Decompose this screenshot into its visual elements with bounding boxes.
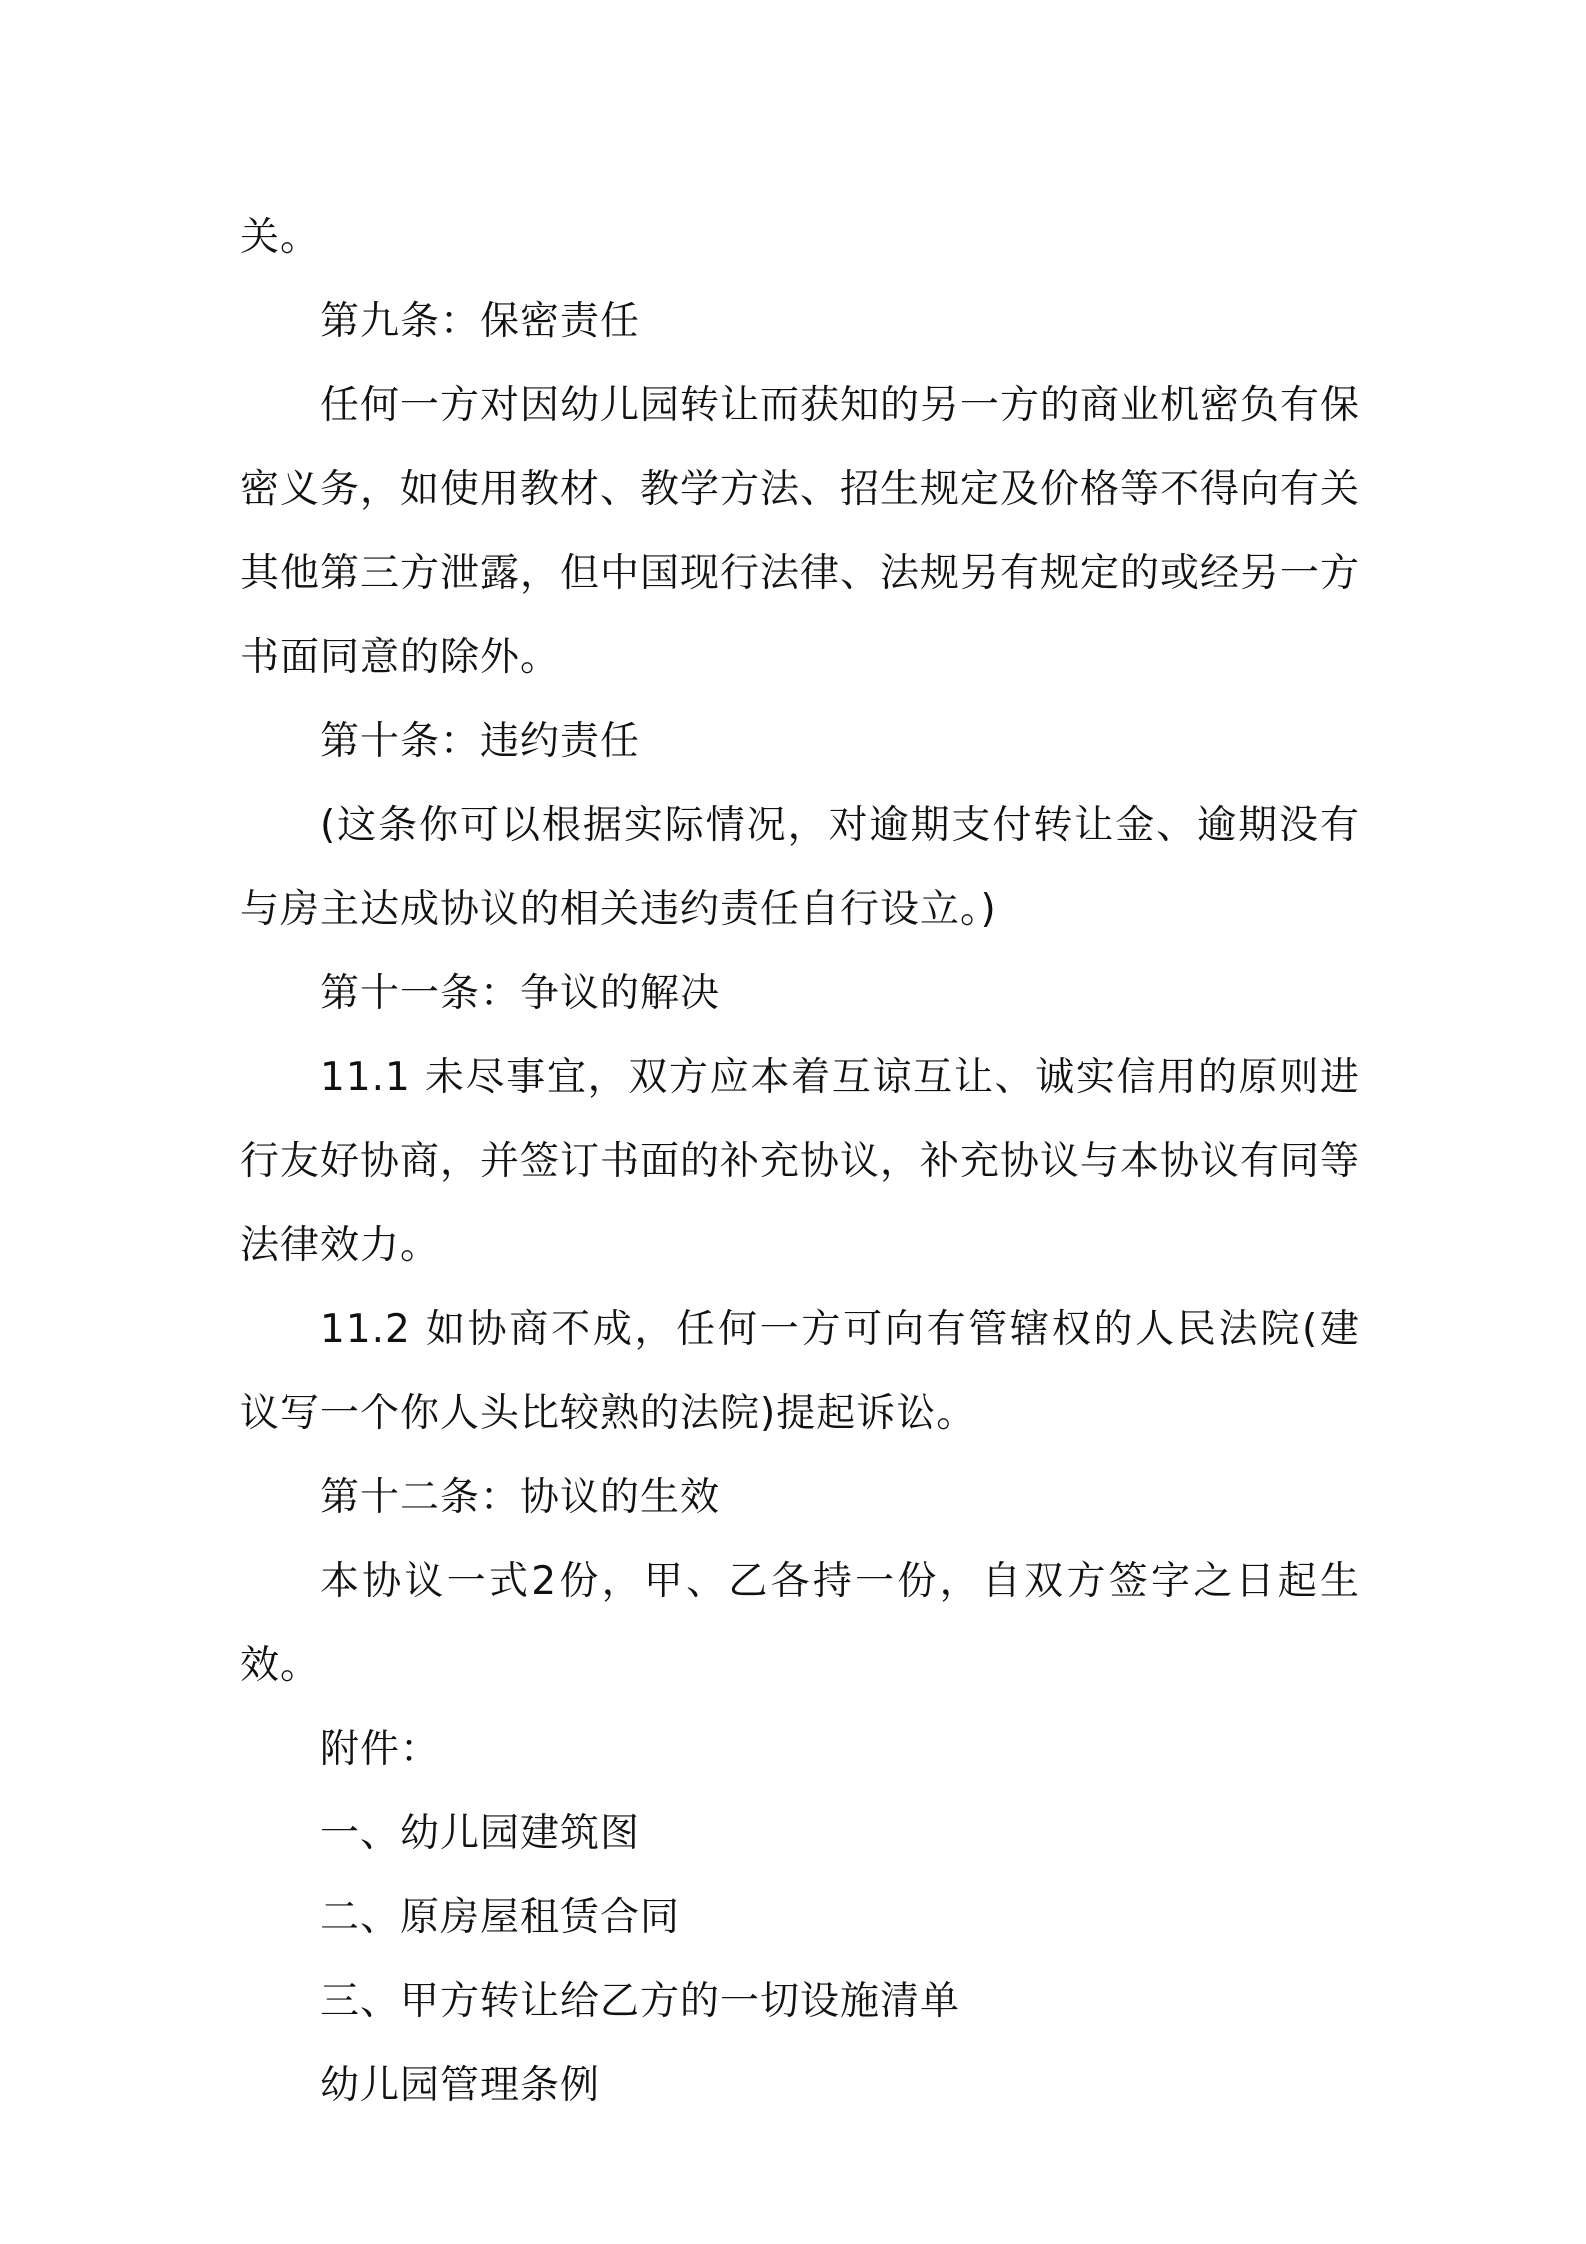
article-11-1-paragraph: 11.1 未尽事宜，双方应本着互谅互让、诚实信用的原则进行友好协商，并签订书面的补充协议，补充协议与本协议有同等法律效力。 — [240, 1055, 1361, 1268]
document-body — [240, 196, 1360, 2128]
attachment-item: 二、原房屋租赁合同 — [320, 1895, 681, 1940]
continuation-text: 关。 — [240, 215, 321, 260]
article-9-heading: 第九条：保密责任 — [320, 299, 641, 344]
article-10-heading: 第十条：违约责任 — [320, 719, 641, 764]
article-12-paragraph: 本协议一式2份，甲、乙各持一份，自双方签字之日起生效。 — [240, 1559, 1360, 1688]
article-9-paragraph: 任何一方对因幼儿园转让而获知的另一方的商业机密负有保密义务，如使用教材、教学方法、招生规定及价格等不得向有关其他第三方泄露，但中国现行法律、法规另有规定的或经另一方书面同意的除外。 — [240, 383, 1361, 680]
attachment-item: 一、幼儿园建筑图 — [320, 1811, 641, 1856]
attachment-item: 三、甲方转让给乙方的一切设施清单 — [320, 1979, 961, 2024]
article-11-heading: 第十一条：争议的解决 — [320, 971, 721, 1016]
article-12-heading: 第十二条：协议的生效 — [320, 1475, 721, 1520]
closing-heading: 幼儿园管理条例 — [320, 2063, 601, 2108]
attachments-heading: 附件： — [320, 1727, 441, 1772]
article-11-2-paragraph: 11.2 如协商不成，任何一方可向有管辖权的人民法院(建议写一个你人头比较熟的法院)提起诉讼。 — [240, 1307, 1360, 1436]
article-10-paragraph: (这条你可以根据实际情况，对逾期支付转让金、逾期没有与房主达成协议的相关违约责任自行设立。) — [240, 803, 1360, 932]
